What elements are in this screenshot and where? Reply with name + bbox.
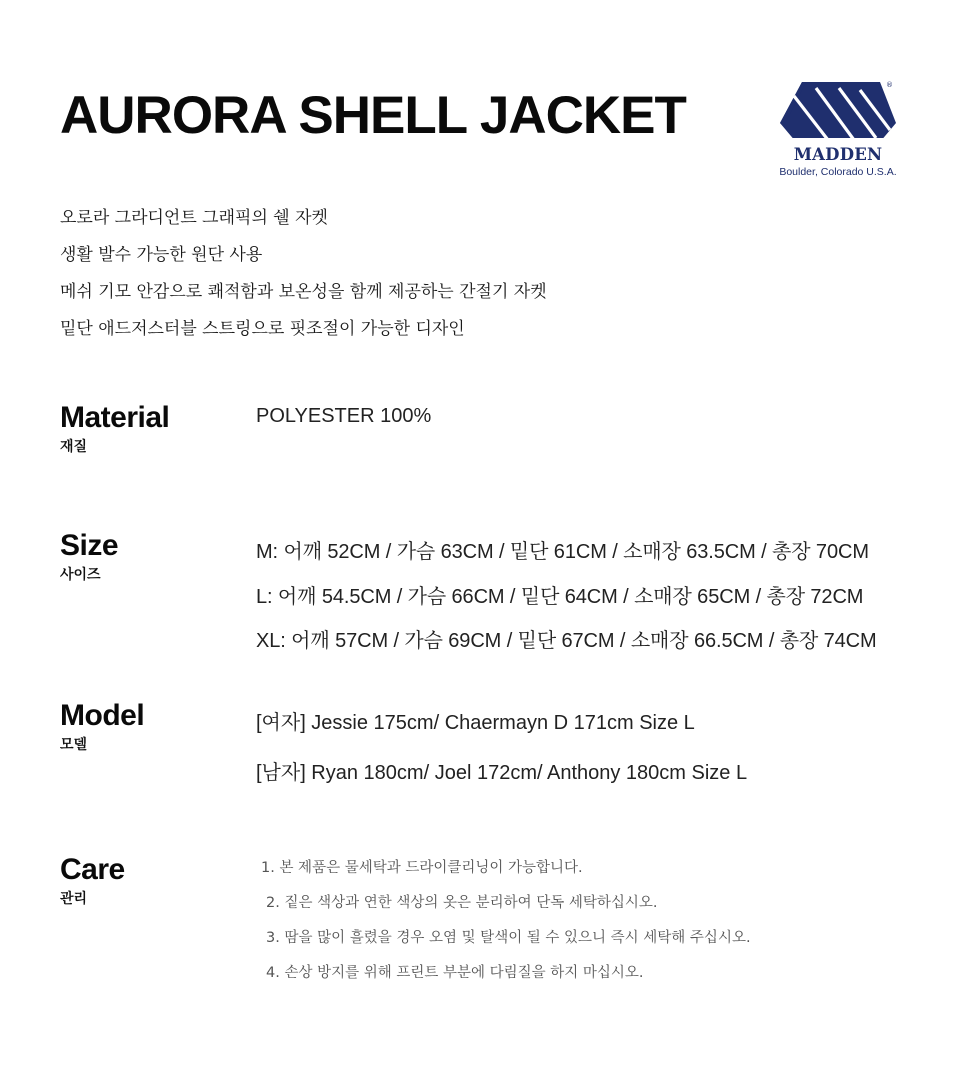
- care-line: 4. 손상 방지를 위해 프린트 부분에 다림질을 하지 마십시오.: [266, 965, 644, 981]
- product-title: AURORA SHELL JACKET: [60, 86, 686, 145]
- registered-mark: ®: [886, 81, 893, 89]
- model-line: [남자] Ryan 180cm/ Joel 172cm/ Anthony 180cm Size L: [256, 762, 748, 784]
- care-line: 1. 본 제품은 물세탁과 드라이클리닝이 가능합니다.: [261, 860, 583, 876]
- feature-list: [60, 200, 547, 348]
- care-subtitle: 관리: [60, 891, 88, 907]
- material-title: Material: [60, 401, 170, 434]
- material-subtitle: 재질: [60, 439, 88, 455]
- size-line: M: 어깨 52CM / 가슴 63CM / 밑단 61CM / 소매장 63.5CM / 총장 70CM: [256, 541, 869, 563]
- mountain-logo-icon: [776, 78, 900, 144]
- feature-item: 생활 발수 가능한 원단 사용: [60, 245, 263, 265]
- feature-item: 메쉬 기모 안감으로 쾌적함과 보온성을 함께 제공하는 간절기 자켓: [60, 282, 547, 302]
- material-value: POLYESTER 100%: [256, 405, 432, 427]
- model-subtitle: 모델: [60, 737, 88, 753]
- size-title: Size: [60, 529, 119, 562]
- size-line: XL: 어깨 57CM / 가슴 69CM / 밑단 67CM / 소매장 66.5CM / 총장 74CM: [256, 630, 877, 652]
- brand-wordmark: MADDEN: [793, 145, 883, 164]
- model-title: Model: [60, 699, 145, 732]
- feature-item: 밑단 애드저스터블 스트링으로 핏조절이 가능한 디자인: [60, 319, 465, 339]
- care-list: [261, 851, 751, 991]
- care-line: 2. 짙은 색상과 연한 색상의 옷은 분리하여 단독 세탁하십시오.: [266, 895, 658, 911]
- care-title: Care: [60, 853, 125, 886]
- size-line: L: 어깨 54.5CM / 가슴 66CM / 밑단 64CM / 소매장 65CM / 총장 72CM: [256, 585, 864, 608]
- brand-tagline: Boulder, Colorado U.S.A.: [779, 166, 897, 178]
- care-line: 3. 땀을 많이 흘렸을 경우 오염 및 탈색이 될 수 있으니 즉시 세탁해 주십시오.: [266, 930, 751, 946]
- model-line: [여자] Jessie 175cm/ Chaermayn D 171cm Size L: [256, 712, 695, 734]
- size-subtitle: 사이즈: [60, 567, 101, 583]
- brand-logo: [776, 78, 900, 182]
- feature-item: 오로라 그라디언트 그래픽의 쉘 자켓: [60, 208, 328, 228]
- size-list: [256, 530, 877, 664]
- model-list: [256, 698, 747, 798]
